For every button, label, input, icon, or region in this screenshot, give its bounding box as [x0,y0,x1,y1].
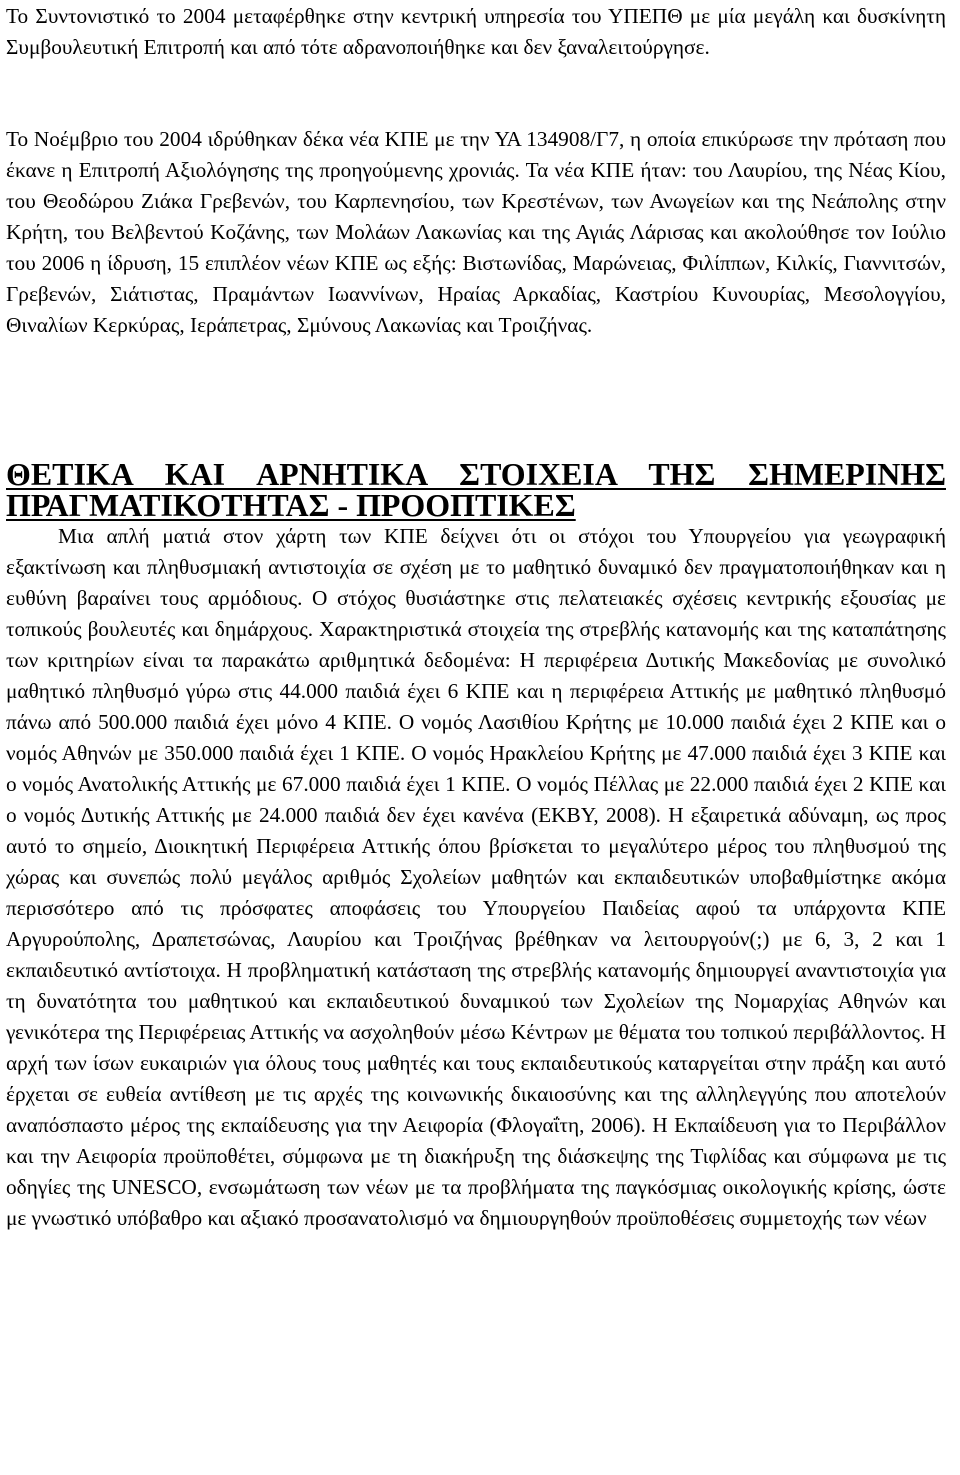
paragraph-coordinating-committee: Το Συντονιστικό το 2004 μεταφέρθηκε στην κεντρική υπηρεσία του ΥΠΕΠΘ με μία μεγάλη και δυσκίνητη Συμβουλευτική Επιτροπή και από τότε αδρανοποιήθηκε και δεν ξαναλειτούργησε. [6,4,946,59]
paragraph-section-body: Μια απλή ματιά στον χάρτη των ΚΠΕ δείχνει ότι οι στόχοι του Υπουργείου για γεωγραφική εξακτίνωση και πληθυσμιακή αντιστοιχία σε σχέση με το μαθητικό δυναμικό δεν πραγματοποιήθηκαν και η ευθύνη βαραίνει τους αρμόδιους. Ο στόχος θυσιάστηκε στις πελατειακές σχέσεις κεντρικής εξουσίας με τοπικούς βουλευτές και δημάρχους. Χαρακτηριστικά στοιχεία της στρεβλής κατανομής και της καταπάτησης των κριτηρίων είναι τα παρακάτω αριθμητικά δεδομένα: Η περιφέρεια Δυτικής Μακεδονίας με συνολικό μαθητικό πληθυσμό γύρω στις 44.000 παιδιά έχει 6 ΚΠΕ και η περιφέρεια Αττικής με μαθητικό πληθυσμό πάνω από 500.000 παιδιά έχει μόνο 4 ΚΠΕ. Ο νομός Λασιθίου Κρήτης με 10.000 παιδιά έχει 2 ΚΠΕ και ο νομός Αθηνών με 350.000 παιδιά έχει 1 ΚΠΕ. Ο νομός Ηρακλείου Κρήτης με 47.000 παιδιά έχει 3 ΚΠΕ και ο νομός Ανατολικής Αττικής με 67.000 παιδιά έχει 1 ΚΠΕ. Ο νομός Πέλλας με 22.000 παιδιά έχει 2 ΚΠΕ και ο νομός Δυτικής Αττικής με 24.000 παιδιά δεν έχει κανένα (ΕΚΒΥ, 2008). Η εξαιρετικά αδύναμη, ως προς αυτό το σημείο, Διοικητική Περιφέρεια Αττικής όπου βρίσκεται το μεγαλύτερο μέρος του πληθυσμού της χώρας και συνεπώς πολύ μεγάλος αριθμός Σχολείων μαθητών και εκπαιδευτικών υποβαθμίστηκε ακόμα περισσότερο από τις πρόσφατες αποφάσεις του Υπουργείου Παιδείας αφού τα υπάρχοντα ΚΠΕ Αργυρούπολης, Δραπετσώνας, Λαυρίου και Τροιζήνας βρέθηκαν να λειτουργούν(;) με 6, 3, 2 και 1 εκπαιδευτικό αντίστοιχα. Η προβληματική κατάσταση της στρεβλής κατανομής δημιουργεί αναντιστοιχία για τη δυνατότητα του μαθητικού και εκπαιδευτικού δυναμικού των Σχολείων της Νομαρχίας Αθηνών και γενικότερα της Περιφέρειας Αττικής να ασχοληθούν μέσω Κέντρων με θέματα του τοπικού περιβάλλοντος. Η αρχή των ίσων ευκαιριών για όλους τους μαθητές και τους εκπαιδευτικούς καταργείται στην πράξη και αυτό έρχεται σε ευθεία αντίθεση με τις αρχές της κοινωνικής δικαιοσύνης και της αλληλεγγύης που αποτελούν αναπόσπαστο μέρος της εκπαίδευσης για την Αειφορία (Φλογαΐτη, 2006). Η Εκπαίδευση για το Περιβάλλον και την Αειφορία προϋποθέτει, σύμφωνα με τη διακήρυξη της διάσκεψης της Τιφλίδας και σύμφωνα με τις οδηγίες της UNESCO, ενσωμάτωση των νέων με τα προβλήματα της παγκόσμιας οικολογικής κρίσης, ώστε με γνωστικό υπόβαθρο και αξιακό προσανατολισμό να δημιουργηθούν προϋποθέσεις συμμετοχής των νέων [6,524,946,1230]
section-heading: ΘΕΤΙΚΑ ΚΑΙ ΑΡΝΗΤΙΚΑ ΣΤΟΙΧΕΙΑ ΤΗΣ ΣΗΜΕΡΙΝΗΣ ΠΡΑΓΜΑΤΙΚΟΤΗΤΑΣ - ΠΡΟΟΠΤΙΚΕΣ [6,457,946,523]
paragraph-new-kpe-centers: Το Νοέμβριο του 2004 ιδρύθηκαν δέκα νέα ΚΠΕ με την ΥΑ 134908/Γ7, η οποία επικύρωσε την πρόταση που έκανε η Επιτροπή Αξιολόγησης της προηγούμενης χρονιάς. Τα νέα ΚΠΕ ήταν: του Λαυρίου, της Νέας Κίου, του Θεοδώρου Ζιάκα Γρεβενών, του Καρπενησίου, των Κρεστένων, των Ανωγείων και της Νεάπολης στην Κρήτη, του Βελβεντού Κοζάνης, των Μολάων Λακωνίας και της Αγιάς Λάρισας και ακολούθησε τον Ιούλιο του 2006 η ίδρυση, 15 επιπλέον νέων ΚΠΕ ως εξής: Βιστωνίδας, Μαρώνειας, Φιλίππων, Κιλκίς, Γιαννιτσών, Γρεβενών, Σιάτιστας, Πραμάντων Ιωαννίνων, Ηραίας Αρκαδίας, Καστρίου Κυνουρίας, Μεσολογγίου, Θιναλίων Κερκύρας, Ιεράπετρας, Σμύνους Λακωνίας και Τροιζήνας. [6,127,946,337]
